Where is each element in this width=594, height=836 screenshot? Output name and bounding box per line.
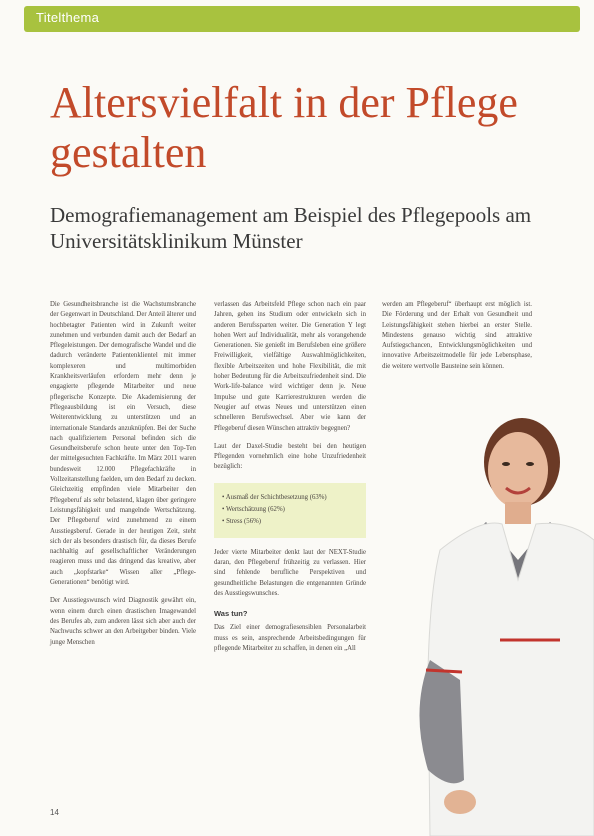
paragraph: verlassen das Arbeitsfeld Pflege schon nach ein paar Jahren, gehen ins Studium oder entwickeln sich in anderen Berufssparten weiter. Die Generation Y legt hohen Wert auf Individualität, mehr als vorangehende Generationen. Sie genießt im Berufsleben eine größere Freiwilligkeit, vielfältige Auswahlmöglichkeiten, flexible Arbeitszeiten und hohe Flexibilität, die mit hoher Bedeutung für die Arbeitszufriedenheit sind. Die Work-life-balance wird wichtiger denn je. Neue Impulse und gute Karrierestrukturen werden die Neugier auf etwas Neues und unterstützen einen schnelleren Berufswechsel. Aber wie kann der Pflegeberuf diesen Wünschen attraktiv begegnen? xyxy=(214,301,366,432)
section-heading: Was tun? xyxy=(214,609,248,619)
column-2 xyxy=(214,300,366,654)
paragraph: Das Ziel einer demografiesensiblen Personalarbeit muss es sein, ansprechende Arbeitsbedingungen für pflegende Mitarbeiter zu schaffen, in denen ein „All xyxy=(214,624,366,653)
paragraph: Der Ausstiegswunsch wird Diagnostik gewährt ein, wenn einem durch einen drastischen Imagewandel des Berufes ab, zum anderen lässt sich aber auch der Nachwuchs schwer an den Arbeitgeber binden. Viele junge Menschen xyxy=(50,597,196,646)
article-subtitle: Demografiemanagement am Beispiel des Pflegepools am Universitätsklinikum Münster xyxy=(50,203,532,253)
paragraph: werden am Pflegeberuf“ überhaupt erst möglich ist. Die Förderung und der Erhalt von Gesundheit und Leistungsfähigkeit stehen hierbei an erster Stelle. Mindestens genauso wichtig sind attraktive Aufstiegschancen, Entwicklungsmöglichkeiten und innovative Arbeitszeitmodelle für jede Lebensphase, die weitere wertvolle Bausteine sein können. xyxy=(382,301,532,370)
article-title: Altersvielfalt in der Pflege gestalten xyxy=(50,78,518,177)
column-3 xyxy=(382,300,532,372)
list-item: • Stress (56%) xyxy=(222,517,358,527)
nurse-photo xyxy=(400,410,594,836)
list-item: • Wertschätzung (62%) xyxy=(222,505,358,515)
column-1 xyxy=(50,300,196,648)
paragraph: Laut der Daxel-Studie besteht bei den heutigen Pflegenden vornehmlich eine hohe Unzufriedenheit bezüglich: xyxy=(214,442,366,471)
page-number: 14 xyxy=(50,808,59,817)
paragraph: Die Gesundheitsbranche ist die Wachstumsbranche der Gegenwart in Deutschland. Der Anteil älterer und hochbetagter Patienten wird in Zukunft weiter zunehmen und verbunden damit auch der Bedarf an Pflegeleistungen. Der demografische Wandel und die dadurch veränderte Patientenklientel mit immer komplexeren und multimorbiden Krankheitsverläufen erfordern mehr denn je engagierte pflegende Mitarbeiter und neue pflegerische Konzepte. Die Akademisierung der Pflegeausbildung ist ein Versuch, diese Weiterentwicklung zu unterstützen und an internationale Standards anzuknüpfen. Bei der Suche nach qualifiziertem Personal befinden sich die Gesundheitsberufe schon heute unter den Top-Ten der mittelgesuchten Fachkräfte. Im März 2011 waren bundesweit 12.000 Pflegefachkräfte in Vollzeitanstellung faelden, um den Bedarf zu decken. Gleichzeitig empfinden viele Mitarbeiter den Pflegeberuf als sehr belastend, klagen über geringere Leistungsfähigkeit und mangelnde Wertschätzung. Der Pflegeberuf wird zunehmend zu einem Ausstiegsberuf. Gerade in der heutigen Zeit, steht sich der als besonders drastisch für, da dieses Berufe nachhaltig auf gesellschaftlicher Veränderungen reagieren muss und das dringend das kreative, aber auch „kopfstarke“ Wissen aller „Pflege-Generationen“ benötigt wird. xyxy=(50,301,196,587)
list-item: • Ausmaß der Schichtbesetzung (63%) xyxy=(222,493,358,503)
paragraph: Jeder vierte Mitarbeiter denkt laut der NEXT-Studie daran, den Pflegeberuf frühzeitig zu verlassen. Hier sind fehlende berufliche Perspektiven und gesundheitliche Belastungen die entgenannten Gründe des Ausstiegswunsches. xyxy=(214,548,366,597)
section-header-bar xyxy=(24,6,580,32)
highlight-box xyxy=(214,483,366,538)
section-label: Titelthema xyxy=(36,10,100,25)
